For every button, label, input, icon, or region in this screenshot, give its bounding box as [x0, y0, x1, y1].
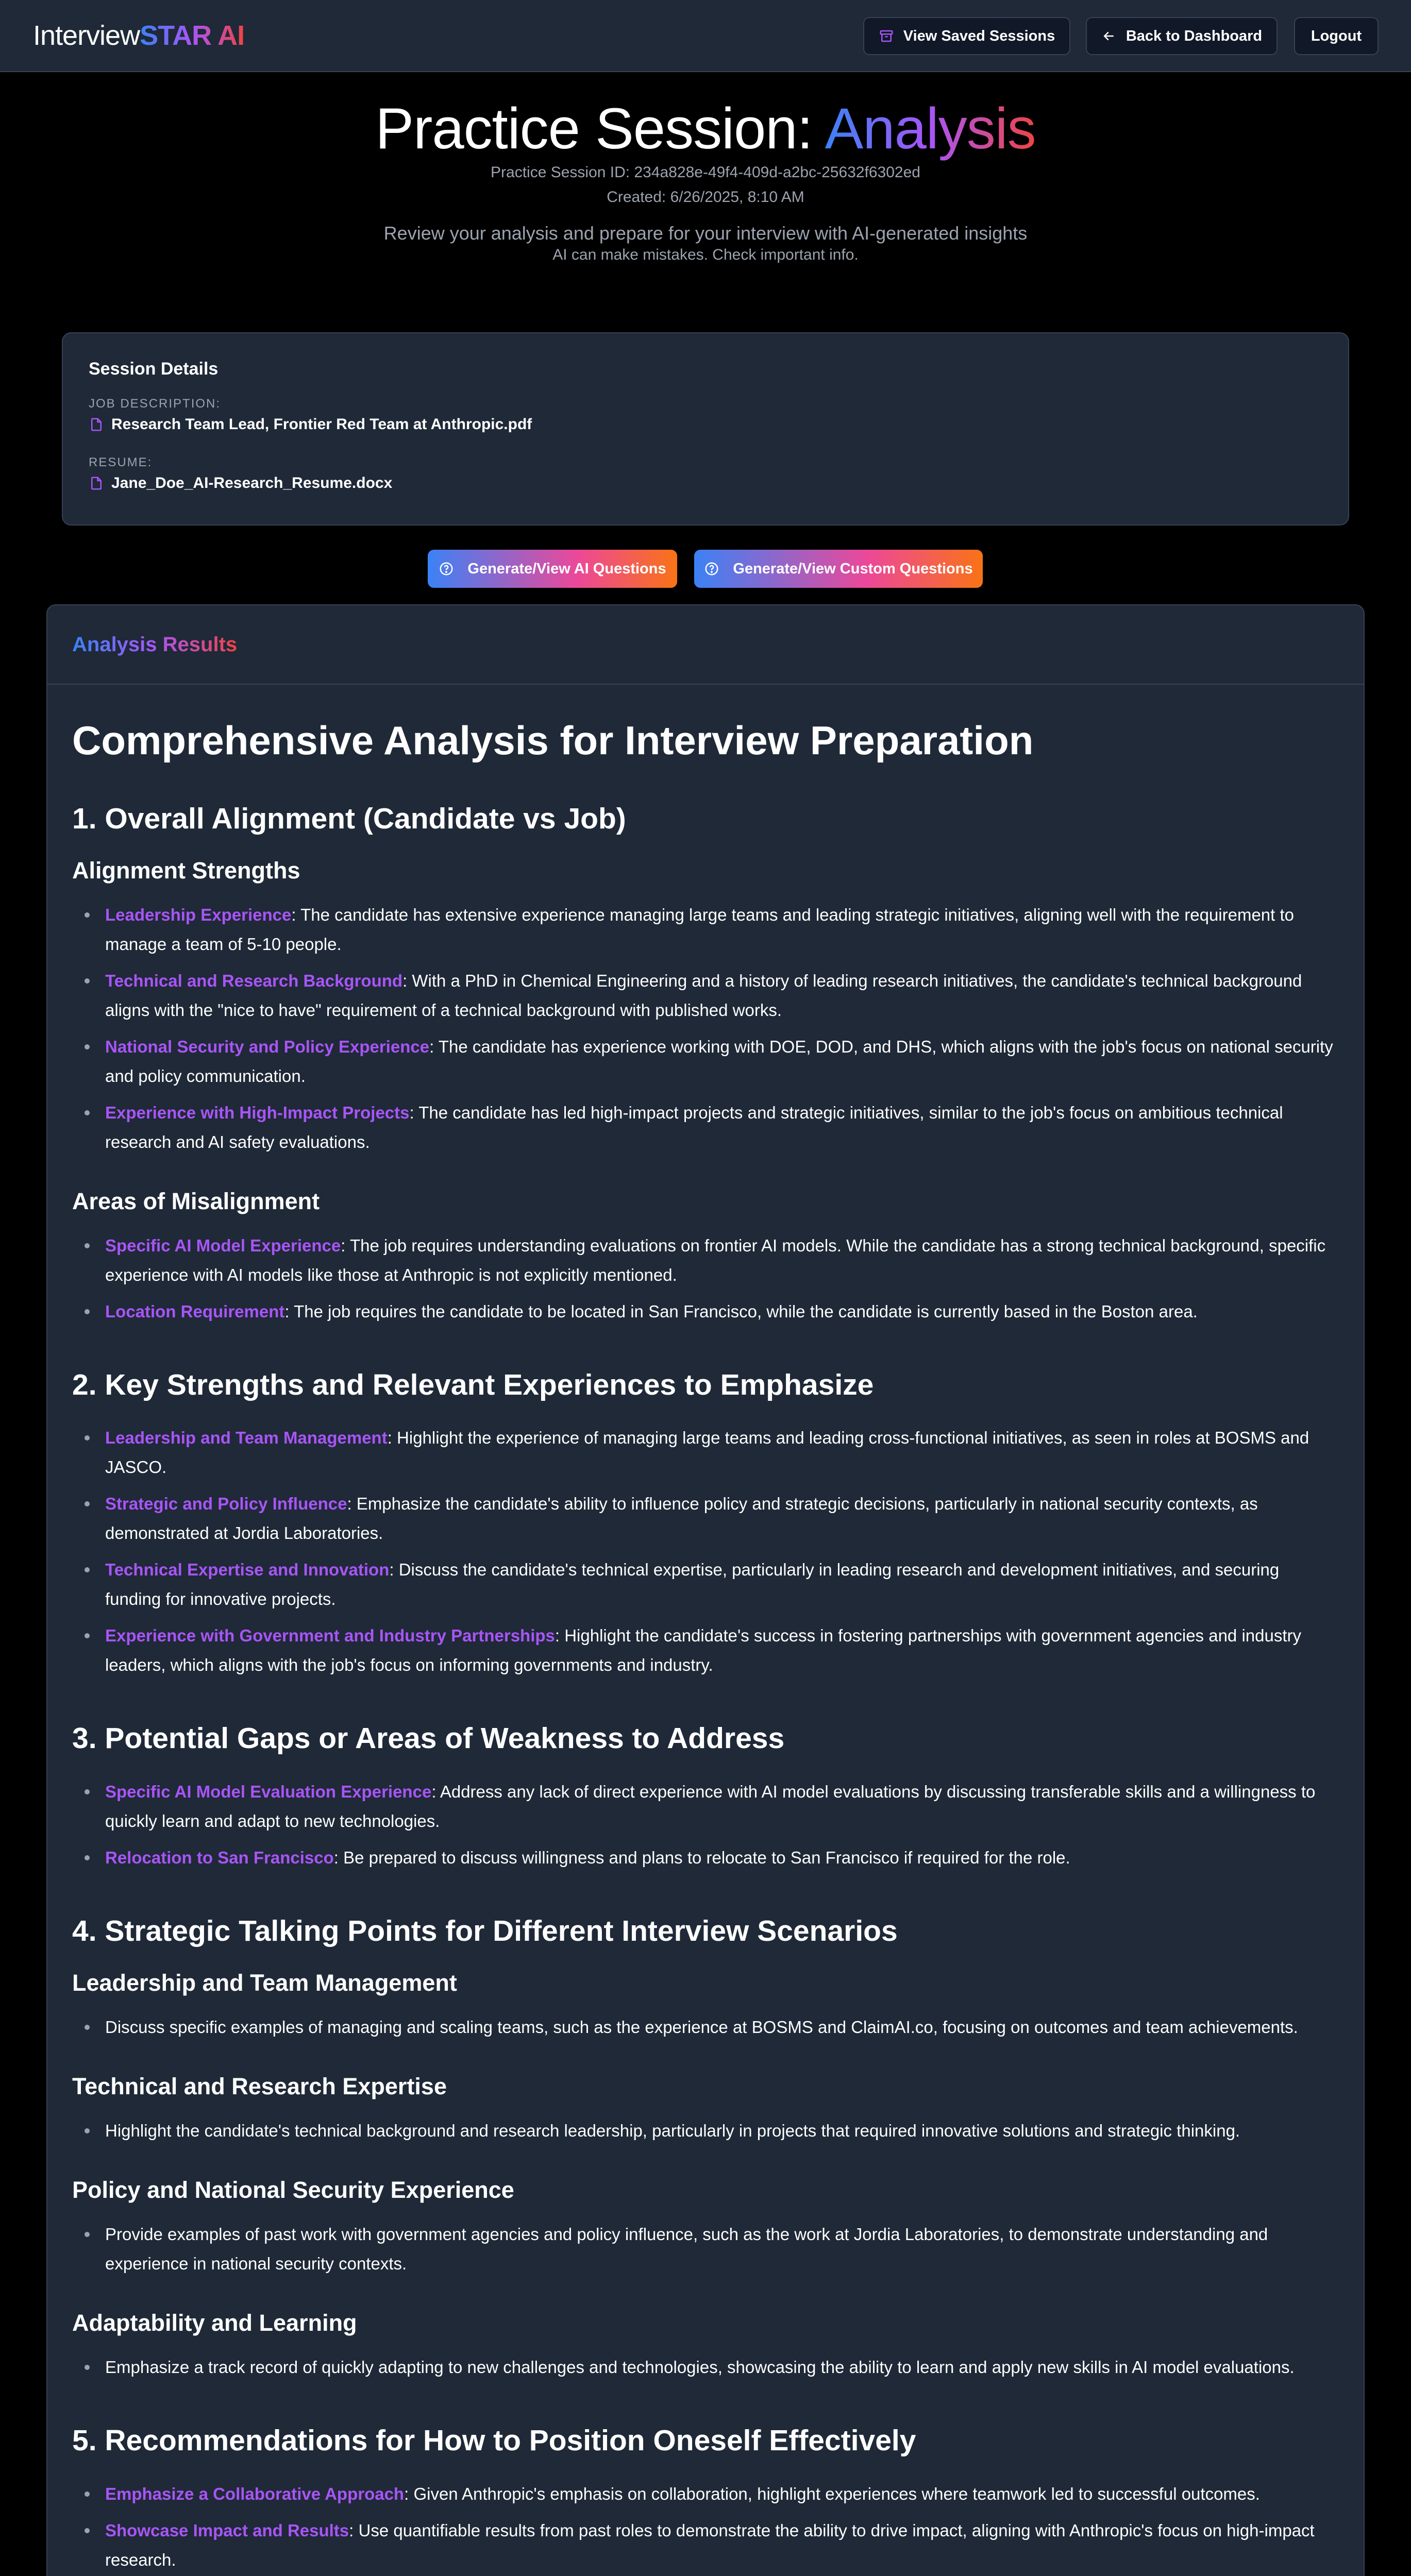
analysis-results-card [46, 604, 1365, 2576]
list-item: Highlight the candidate's technical background and research leadership, particularly in projects that required innovative solutions and strategic thinking. [72, 2116, 1335, 2145]
help-circle-icon [704, 561, 719, 577]
list-item: Leadership and Team Management: Highlight the experience of managing large teams and leading cross-functional initiatives, as seen in roles at BOSMS and JASCO. [72, 1423, 1335, 1482]
list-item: Experience with Government and Industry Partnerships: Highlight the candidate's success in fostering partnerships with government agencies and industry leaders, which aligns with the job's focus on informing governments and industry. [72, 1621, 1335, 1680]
subsection-heading: Leadership and Team Management [72, 1970, 457, 1996]
archive-icon [879, 28, 894, 44]
subsection-heading: Policy and National Security Experience [72, 2177, 514, 2204]
list-item: Emphasize a Collaborative Approach: Given Anthropic's emphasis on collaboration, highlight experiences where teamwork led to successful outcomes. [72, 2479, 1335, 2509]
list-item: Emphasize a track record of quickly adapting to new challenges and technologies, showcasing the ability to learn and apply new skills in AI model evaluations. [72, 2352, 1335, 2382]
session-details-heading: Session Details [89, 359, 219, 379]
file-icon [89, 417, 104, 432]
section-heading: 2. Key Strengths and Relevant Experiences to Emphasize [72, 1368, 874, 1401]
logout-button[interactable]: Logout [1294, 17, 1379, 55]
session-id: Practice Session ID: 234a828e-49f4-409d-a2bc-25632f6302ed [491, 164, 920, 181]
help-circle-icon [439, 561, 454, 577]
subsection-heading: Technical and Research Expertise [72, 2073, 447, 2100]
brand-logo[interactable]: InterviewSTAR AI [33, 20, 245, 51]
subsection-heading: Adaptability and Learning [72, 2310, 357, 2336]
bullet-list [72, 2479, 1335, 2576]
job-description-label: JOB DESCRIPTION: [89, 397, 221, 411]
resume-label: RESUME: [89, 455, 153, 469]
created-date: Created: 6/26/2025, 8:10 AM [607, 189, 804, 206]
bullet-list [72, 2219, 1335, 2278]
bullet-list [72, 2012, 1335, 2042]
bullet-list [72, 2116, 1335, 2145]
job-description-file[interactable]: Research Team Lead, Frontier Red Team at Anthropic.pdf [89, 416, 532, 433]
list-item: Provide examples of past work with government agencies and policy influence, such as the work at Jordia Laboratories, to demonstrate understanding and experience in national security contexts. [72, 2219, 1335, 2278]
subsection-heading: Areas of Misalignment [72, 1188, 320, 1214]
list-item: Specific AI Model Evaluation Experience: Address any lack of direct experience with AI model evaluations by discussing transferable skills and a willingness to quickly learn and adapt to new technologies. [72, 1777, 1335, 1836]
file-icon [89, 476, 104, 491]
list-item: Relocation to San Francisco: Be prepared to discuss willingness and plans to relocate to San Francisco if required for the role. [72, 1843, 1335, 1872]
list-item: Specific AI Model Experience: The job requires understanding evaluations on frontier AI models. While the candidate has a strong technical background, specific experience with AI models like those at Anthropic is not explicitly mentioned. [72, 1231, 1335, 1290]
top-nav [0, 0, 1411, 72]
session-details-card [62, 332, 1349, 526]
analysis-heading: Comprehensive Analysis for Interview Preparation [72, 718, 1034, 763]
resume-file[interactable]: Jane_Doe_AI-Research_Resume.docx [89, 474, 392, 492]
bullet-list [72, 1231, 1335, 1326]
ai-disclaimer: AI can make mistakes. Check important info. [552, 246, 859, 263]
view-saved-sessions-button[interactable]: View Saved Sessions [863, 17, 1070, 55]
list-item: Technical Expertise and Innovation: Discuss the candidate's technical expertise, particularly in leading research and development initiatives, and securing funding for innovative projects. [72, 1555, 1335, 1614]
section-heading: 3. Potential Gaps or Areas of Weakness to Address [72, 1722, 785, 1755]
list-item: Strategic and Policy Influence: Emphasize the candidate's ability to influence policy and strategic decisions, particularly in national security contexts, as demonstrated at Jordia Laboratories. [72, 1489, 1335, 1548]
section-heading: 5. Recommendations for How to Position Oneself Effectively [72, 2424, 916, 2458]
list-item: National Security and Policy Experience: The candidate has experience working with DOE, DOD, and DHS, which aligns with the job's focus on national security and policy communication. [72, 1032, 1335, 1091]
back-to-dashboard-button[interactable]: Back to Dashboard [1086, 17, 1278, 55]
list-item: Technical and Research Background: With a PhD in Chemical Engineering and a history of leading research initiatives, the candidate's technical background aligns with the "nice to have" requirement of a technical background with published works. [72, 966, 1335, 1025]
arrow-left-icon [1101, 28, 1117, 44]
list-item: Location Requirement: The job requires the candidate to be located in San Francisco, while the candidate is currently based in the Boston area. [72, 1297, 1335, 1326]
analysis-content [72, 717, 1335, 2576]
section-heading: 1. Overall Alignment (Candidate vs Job) [72, 802, 626, 835]
bullet-list [72, 900, 1335, 1157]
section-heading: 4. Strategic Talking Points for Different Interview Scenarios [72, 1914, 898, 1947]
list-item: Showcase Impact and Results: Use quantifiable results from past roles to demonstrate the ability to drive impact, aligning with Anthropic's focus on high-impact research. [72, 2516, 1335, 2574]
bullet-list [72, 1423, 1335, 1680]
generate-ai-questions-button[interactable]: Generate/View AI Questions [428, 550, 677, 588]
list-item: Discuss specific examples of managing and scaling teams, such as the experience at BOSMS and ClaimAI.co, focusing on outcomes and team achievements. [72, 2012, 1335, 2042]
page-title: Practice Session: Analysis [375, 96, 1036, 161]
bullet-list [72, 2352, 1335, 2382]
bullet-list [72, 1777, 1335, 1872]
list-item: Leadership Experience: The candidate has extensive experience managing large teams and leading strategic initiatives, aligning well with the requirement to manage a team of 5-10 people. [72, 900, 1335, 959]
analysis-results-header: Analysis Results [47, 605, 1364, 685]
page-subtitle: Review your analysis and prepare for your interview with AI-generated insights [383, 223, 1028, 244]
generate-custom-questions-button[interactable]: Generate/View Custom Questions [694, 550, 983, 588]
list-item: Experience with High-Impact Projects: The candidate has led high-impact projects and strategic initiatives, similar to the job's focus on ambitious technical research and AI safety evaluations. [72, 1098, 1335, 1157]
subsection-heading: Alignment Strengths [72, 857, 300, 884]
